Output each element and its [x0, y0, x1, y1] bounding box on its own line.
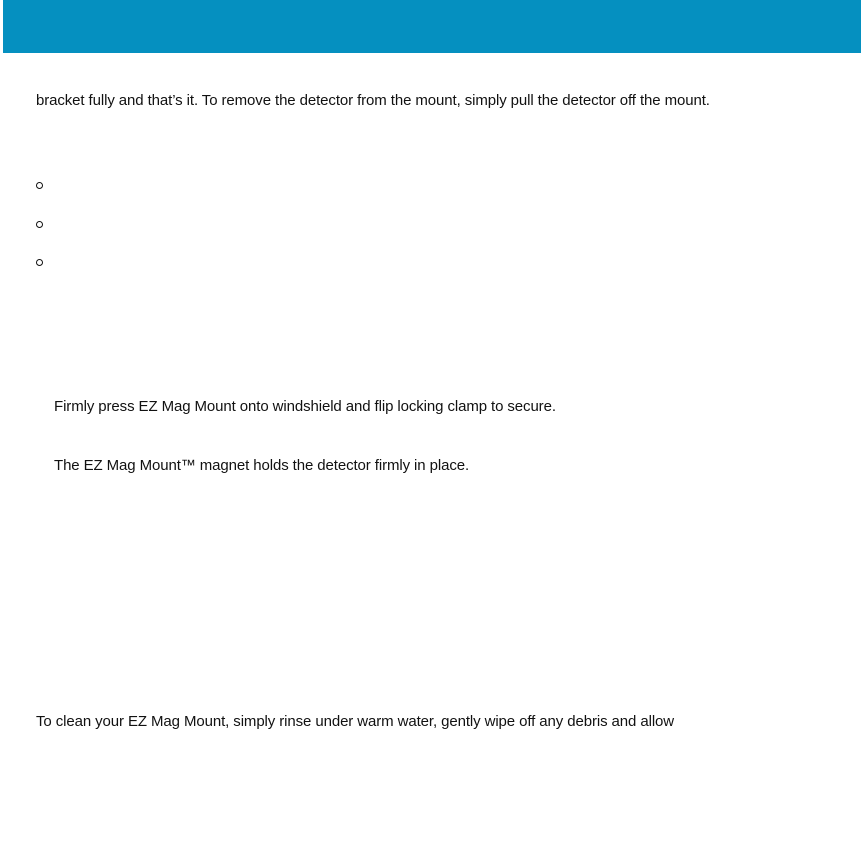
bullet-icon [36, 182, 43, 189]
cleaning-instructions: To clean your EZ Mag Mount, simply rinse under warm water, gently wipe off any debris and allow [36, 713, 675, 730]
bullet-icon [36, 221, 43, 228]
instruction-step-magnet: The EZ Mag Mount™ magnet holds the detector firmly in place. [54, 457, 470, 474]
bullet-icon [36, 259, 43, 266]
header-bar [3, 0, 861, 53]
instruction-step-press-mount: Firmly press EZ Mag Mount onto windshield and flip locking clamp to secure. [54, 398, 556, 415]
paragraph-line-remove-detector: bracket fully and that’s it. To remove the detector from the mount, simply pull the detector off the mount. [36, 92, 710, 109]
